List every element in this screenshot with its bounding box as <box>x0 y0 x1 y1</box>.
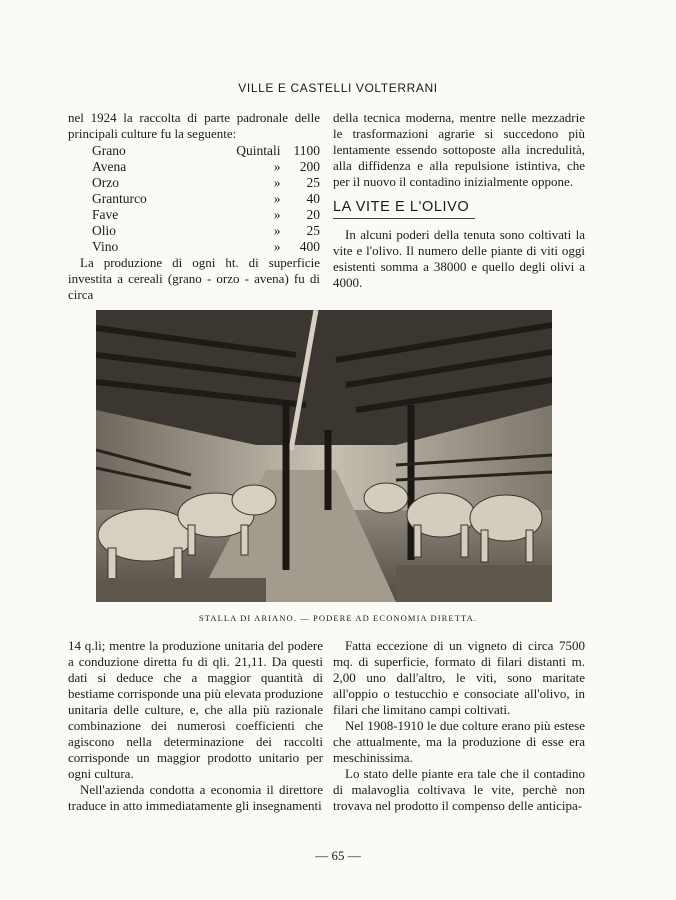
crop-quantity: 400 <box>299 239 320 254</box>
crop-name: Grano <box>92 143 126 158</box>
page-number: — 65 — <box>315 848 361 863</box>
crop-quantity: 200 <box>299 159 320 174</box>
photo-caption: STALLA DI ARIANO. — PODERE AD ECONOMIA DIRETTA. <box>198 613 478 623</box>
crop-unit: » <box>273 207 281 222</box>
paragraph: Nel 1908-1910 le due colture erano più estese che attualmente, ma la produzione di esse era meschinissima. <box>333 718 585 765</box>
crop-unit: » <box>273 239 281 254</box>
crop-name: Fave <box>92 207 119 222</box>
crop-quantity: 20 <box>306 207 320 222</box>
crop-quantity: 40 <box>306 191 320 206</box>
crop-name: Olio <box>92 223 117 238</box>
paragraph: Nell'azienda condotta a economia il direttore traduce in atto immediatamente gli insegnamenti <box>68 782 323 813</box>
crop-quantity: 1100 <box>293 143 320 158</box>
paragraph: 14 q.li; mentre la produzione unitaria del podere a conduzione diretta fu di qli. 21,11. Da questi dati si deduce che a maggior quantità di bestiame corrisponde una più elevata produzione unitaria delle culture, e, che alla più razionale combinazione dei numerosi coefficienti che agiscono nella determinazione dei raccolti corrisponde un maggior prodotto unitario per ogni cultura. <box>68 638 323 781</box>
crop-unit: » <box>273 175 281 190</box>
paragraph: In alcuni poderi della tenuta sono coltivati la vite e l'olivo. Il numero delle piante di viti oggi esistenti somma a 38000 e quello degli olivi a 4000. <box>333 227 585 290</box>
left-column-bottom <box>68 638 323 814</box>
table-row <box>92 191 320 207</box>
stable-photo-illustration <box>96 310 552 602</box>
crop-unit: Quintali <box>236 143 281 158</box>
table-row <box>92 175 320 191</box>
crop-name: Avena <box>92 159 127 174</box>
crop-quantity: 25 <box>306 175 320 190</box>
crop-name: Orzo <box>92 175 119 190</box>
paragraph: La produzione di ogni ht. di superficie investita a cereali (grano - orzo - avena) fu di circa <box>68 255 320 302</box>
left-column-top <box>68 110 320 303</box>
table-row <box>92 239 320 255</box>
stable-photograph <box>96 310 552 602</box>
table-row <box>92 143 320 159</box>
paragraph: Lo stato delle piante era tale che il contadino di malavoglia coltivava le vite, perchè non trovava nel prodotto il compenso delle anticipa- <box>333 766 585 813</box>
paragraph: Fatta eccezione di un vigneto di circa 7500 mq. di superficie, formato di filari distanti m. 2,00 uno dall'altro, le viti, sono maritate all'oppio o testucchio e consociate all'olivo, in filari che limitano campi coltivati. <box>333 638 585 717</box>
crop-name: Granturco <box>92 191 147 206</box>
table-row <box>92 207 320 223</box>
crops-table <box>92 143 320 255</box>
crop-unit: » <box>273 159 281 174</box>
right-column-top <box>333 110 585 291</box>
right-column-bottom <box>333 638 585 814</box>
crop-name: Vino <box>92 239 119 254</box>
crop-unit: » <box>273 191 281 206</box>
crop-unit: » <box>273 223 281 238</box>
paragraph: della tecnica moderna, mentre nelle mezzadrie le trasformazioni agrarie si succedono più lentamente essendo sottoposte alla incredulità, alla diffidenza e alla repulsione istintiva, che per il nuovo il contadino inizialmente oppone. <box>333 110 585 189</box>
table-row <box>92 223 320 239</box>
running-head: VILLE E CASTELLI VOLTERRANI <box>238 81 438 95</box>
section-underline <box>333 218 475 219</box>
crop-quantity: 25 <box>306 223 320 238</box>
crops-intro: nel 1924 la raccolta di parte padronale delle principali culture fu la seguente: <box>68 110 320 141</box>
table-row <box>92 159 320 175</box>
section-heading: LA VITE E L'OLIVO <box>333 199 470 215</box>
